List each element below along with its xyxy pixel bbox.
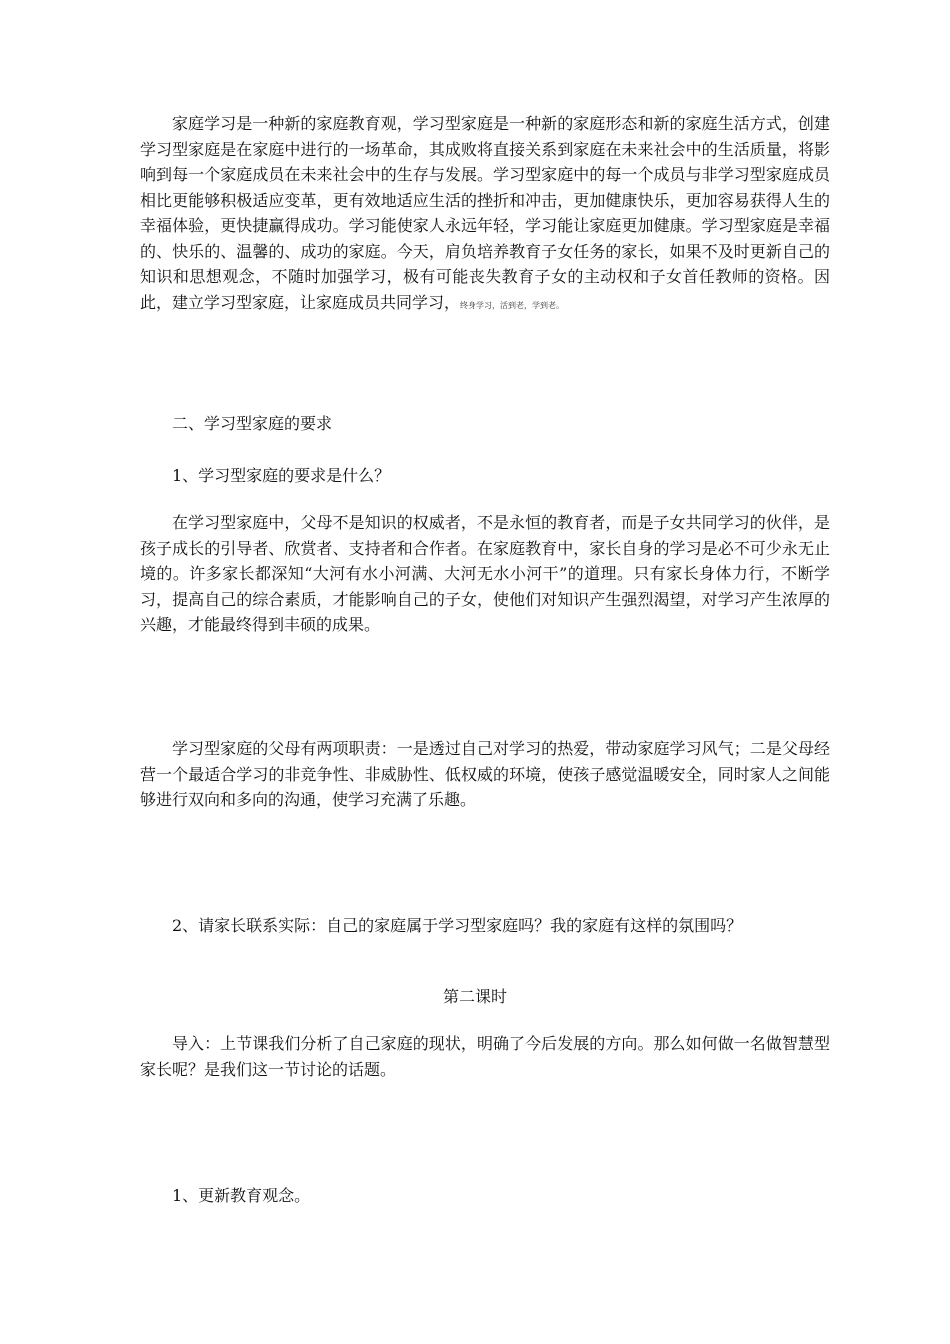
question-1: 1、学习型家庭的要求是什么？ (172, 466, 391, 485)
paragraph-intro (140, 111, 830, 318)
paragraph-requirements: 在学习型家庭中，父母不是知识的权威者，不是永恒的教育者，而是子女共同学习的伙伴，是孩子成长的引导者、欣赏者、支持者和合作者。在家庭教育中，家长自身的学习是必不可少永无止境的。许多家长都深知“大河有水小河满、大河无水小河干”的道理。只有家长身体力行，不断学习，提高自己的综合素质，才能影响自己的子女，使他们对知识产生强烈渴望，对学习产生浓厚的兴趣，才能最终得到丰硕的成果。 (140, 513, 830, 634)
lesson-title: 第二课时 (442, 987, 507, 1006)
paragraph-introduction: 导入：上节课我们分析了自己家庭的现状，明确了今后发展的方向。那么如何做一名做智慧型家长呢？是我们这一节讨论的话题。 (140, 1034, 830, 1079)
inline-note: 终身学习，活到老，学到老。 (460, 300, 565, 310)
paragraph-parent-duties: 学习型家庭的父母有两项职责：一是透过自己对学习的热爱，带动家庭学习风气；二是父母经营一个最适合学习的非竞争性、非威胁性、低权威的环境，使孩子感觉温暖安全，同时家人之间能够进行双向和多向的沟通，使学习充满了乐趣。 (140, 739, 830, 809)
section-heading: 二、学习型家庭的要求 (172, 414, 333, 433)
question-2: 2、请家长联系实际：自己的家庭属于学习型家庭吗？我的家庭有这样的氛围吗？ (172, 916, 743, 935)
item-1: 1、更新教育观念。 (172, 1186, 311, 1205)
paragraph-intro-text: 家庭学习是一种新的家庭教育观，学习型家庭是一种新的家庭形态和新的家庭生活方式，创建学习型家庭是在家庭中进行的一场革命，其成败将直接关系到家庭在未来社会中的生活质量，将影响到每一个家庭成员在未来社会中的生存与发展。学习型家庭中的每一个成员与非学习型家庭成员相比更能够积极适应变革，更有效地适应生活的挫折和冲击，更加健康快乐，更加容易获得人生的幸福体验，更快捷赢得成功。学习能使家人永远年轻，学习能让家庭更加健康。学习型家庭是幸福的、快乐的、温馨的、成功的家庭。今天，肩负培养教育子女任务的家长，如果不及时更新自己的知识和思想观念，不随时加强学习，极有可能丧失教育子女的主动权和子女首任教师的资格。因此，建立学习型家庭，让家庭成员共同学习， (140, 114, 830, 312)
